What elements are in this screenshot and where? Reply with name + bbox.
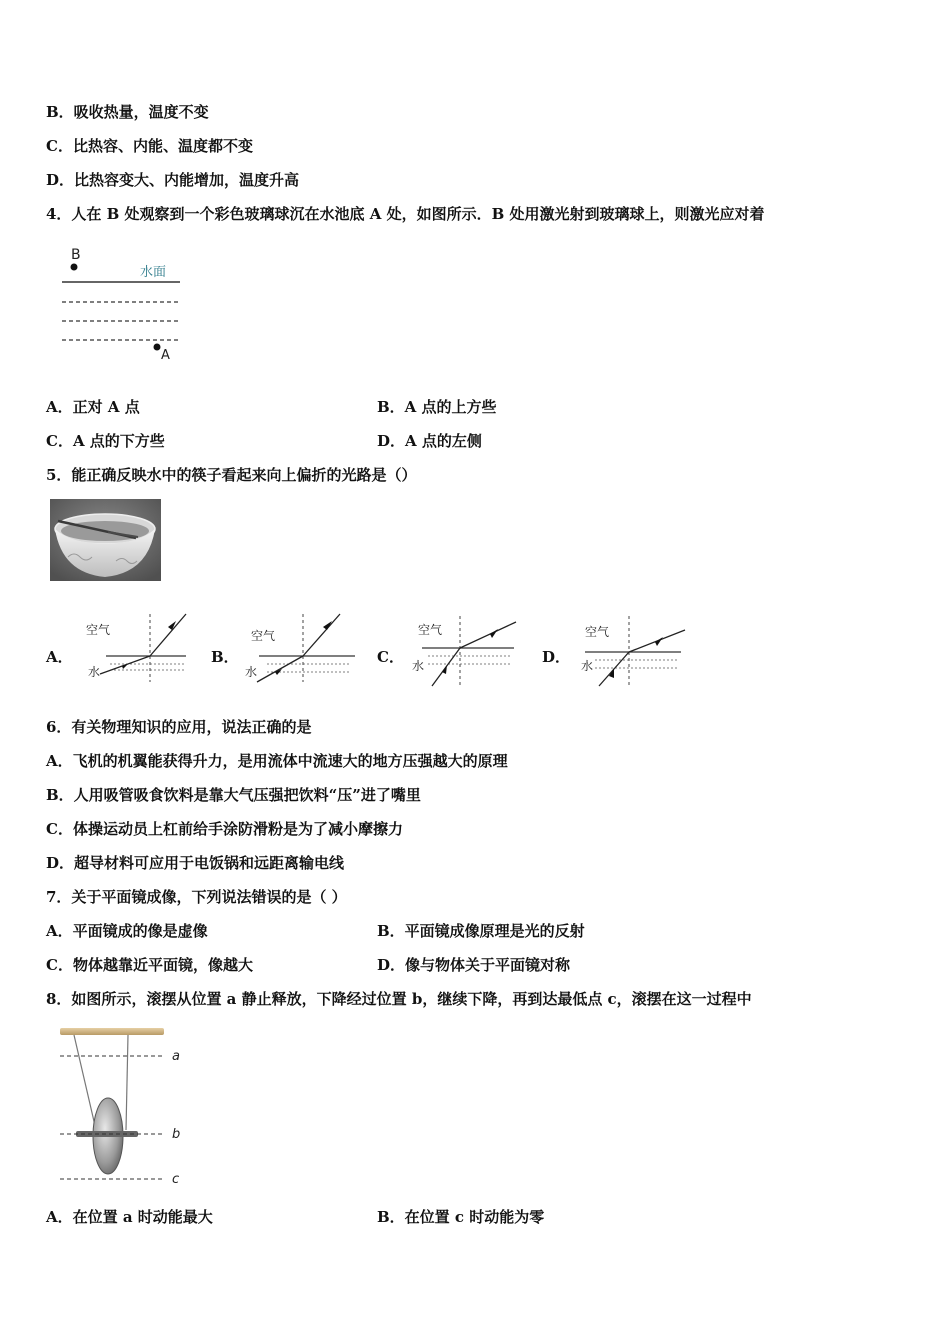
q5-diagram-c xyxy=(410,612,522,688)
q6-stem: 6．有关物理知识的应用，说法正确的是 xyxy=(46,718,312,736)
q5-option-a-label: A． xyxy=(46,648,73,666)
q5-diagram-d xyxy=(577,612,689,688)
q4-label-b: B xyxy=(71,247,81,263)
air-label: 空气 xyxy=(86,623,111,637)
q3-option-b: B．吸收热量，温度不变 xyxy=(46,103,209,121)
q3-option-d: D．比热容变大、内能增加，温度升高 xyxy=(46,171,300,189)
q4-stem: 4．人在 B 处观察到一个彩色玻璃球沉在水池底 A 处，如图所示．B 处用激光射到玻璃球上，则激光应对着 xyxy=(46,205,765,223)
q6-option-b: B．人用吸管吸食饮料是靠大气压强把饮料“压”进了嘴里 xyxy=(46,786,421,804)
string-left xyxy=(74,1035,96,1130)
q8-maxwell-pendulum-figure xyxy=(56,1022,196,1190)
air-label: 空气 xyxy=(585,625,610,639)
water-label: 水 xyxy=(581,659,594,673)
point-b-dot xyxy=(71,264,78,271)
q5-option-d-label: D． xyxy=(542,648,571,666)
string-right xyxy=(126,1035,128,1130)
q4-label-surface: 水面 xyxy=(140,265,167,280)
q4-option-d: D．A 点的左侧 xyxy=(377,432,482,450)
air-label: 空气 xyxy=(418,623,443,637)
q5-stem: 5．能正确反映水中的筷子看起来向上偏折的光路是（） xyxy=(46,466,417,484)
q3-option-c: C．比热容、内能、温度都不变 xyxy=(46,137,253,155)
q8-label-b: b xyxy=(172,1127,181,1142)
q5-option-c-label: C． xyxy=(377,648,404,666)
air-label: 空气 xyxy=(251,629,276,643)
q7-option-d: D．像与物体关于平面镜对称 xyxy=(377,956,571,974)
q7-option-c: C．物体越靠近平面镜，像越大 xyxy=(46,956,253,974)
q7-stem: 7．关于平面镜成像，下列说法错误的是（ ） xyxy=(46,888,347,906)
q5-diagram-b xyxy=(245,612,357,684)
q7-option-b: B．平面镜成像原理是光的反射 xyxy=(377,922,585,940)
q8-option-b: B．在位置 c 时动能为零 xyxy=(377,1208,545,1226)
q4-option-c: C．A 点的下方些 xyxy=(46,432,165,450)
support-bar xyxy=(60,1028,164,1035)
q4-option-b: B．A 点的上方些 xyxy=(377,398,497,416)
q4-option-a: A．正对 A 点 xyxy=(46,398,140,416)
q6-option-d: D．超导材料可应用于电饭锅和远距离输电线 xyxy=(46,854,345,872)
q8-option-a: A．在位置 a 时动能最大 xyxy=(46,1208,213,1226)
q4-label-a: A xyxy=(161,348,170,363)
water-label: 水 xyxy=(412,659,425,673)
q8-label-a: a xyxy=(172,1049,180,1064)
q4-figure xyxy=(56,242,186,364)
water-label: 水 xyxy=(88,665,101,679)
q7-option-a: A．平面镜成的像是虚像 xyxy=(46,922,208,940)
q8-stem: 8．如图所示，滚摆从位置 a 静止释放，下降经过位置 b，继续下降，再到达最低点 c，滚摆在这一过程中 xyxy=(46,990,752,1008)
water-label: 水 xyxy=(245,665,258,679)
axle xyxy=(76,1131,138,1137)
q8-label-c: c xyxy=(172,1172,180,1187)
q6-option-a: A．飞机的机翼能获得升力，是用流体中流速大的地方压强越大的原理 xyxy=(46,752,508,770)
q6-option-c: C．体操运动员上杠前给手涂防滑粉是为了减小摩擦力 xyxy=(46,820,403,838)
q5-diagram-a xyxy=(82,612,194,684)
bowl-chopstick-photo xyxy=(50,499,161,581)
point-a-dot xyxy=(154,344,161,351)
q5-option-b-label: B． xyxy=(211,648,239,666)
